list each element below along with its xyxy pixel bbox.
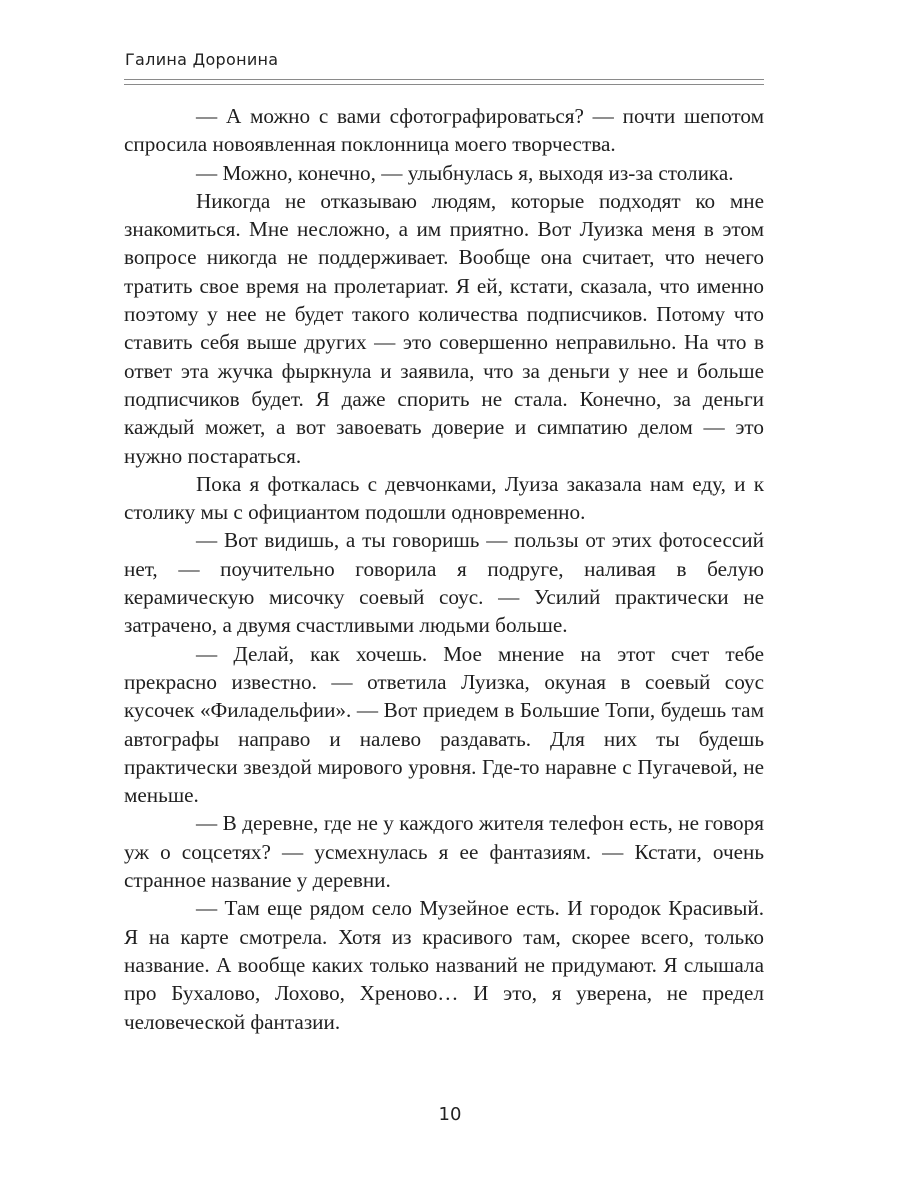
page-number: 10 <box>438 1104 462 1125</box>
paragraph: — А можно с вами сфотографироваться? — почти шепотом спросила новоявленная поклонница моего творчества. <box>124 104 764 157</box>
paragraph: — Делай, как хочешь. Мое мнение на этот счет тебе прекрасно известно. — ответила Луизка, окуная в соевый соус кусочек «Филадельфии». — Вот приедем в Большие Топи, будешь там автографы направо и налево раздавать. Для них ты будешь практически звездой мирового уровня. Где-то наравне с Пугачевой, не меньше. <box>124 641 764 808</box>
paragraph: Пока я фоткалась с девчонками, Луиза заказала нам еду, и к столику мы с официантом подошли одновременно. <box>124 471 764 525</box>
paragraph: Никогда не отказываю людям, которые подходят ко мне знакомиться. Мне несложно, а им приятно. Вот Луизка меня в этом вопросе никогда не поддерживает. Вообще она считает, что нечего тратить свое время на пролетариат. Я ей, кстати, сказала, что именно поэтому у нее не будет такого количества подписчиков. Потому что ставить себя выше других — это совершенно неправильно. На что в ответ эта жучка фыркнула и заявила, что за деньги у нее и больше подписчиков будет. Я даже спорить не стала. Конечно, за деньги каждый может, а вот завоевать доверие и симпатию делом — это нужно постараться. <box>124 188 764 468</box>
paragraph: — В деревне, где не у каждого жителя телефон есть, не говоря уж о соцсетях? — усмехнулась я ее фантазиям. — Кстати, очень странное название у деревни. <box>124 811 764 893</box>
paragraph: — Вот видишь, а ты говоришь — пользы от этих фотосессий нет, — поучительно говорила я подруге, наливая в белую керамическую мисочку соевый соус. — Усилий практически не затрачено, а двумя счастливыми людьми больше. <box>124 528 764 638</box>
header-rule-bottom <box>124 84 764 85</box>
header-rule-top <box>124 79 764 80</box>
paragraph: — Там еще рядом село Музейное есть. И городок Красивый. Я на карте смотрела. Хотя из красивого там, скорее всего, только название. А вообще каких только названий не придумают. Я слышала про Бухалово, Лохово, Хреново… И это, я уверена, не предел человеческой фантазии. <box>124 896 764 1034</box>
paragraph: — Можно, конечно, — улыбнулась я, выходя из-за столика. <box>196 160 734 185</box>
page-body <box>124 102 764 1036</box>
running-header-author: Галина Доронина <box>125 50 279 69</box>
